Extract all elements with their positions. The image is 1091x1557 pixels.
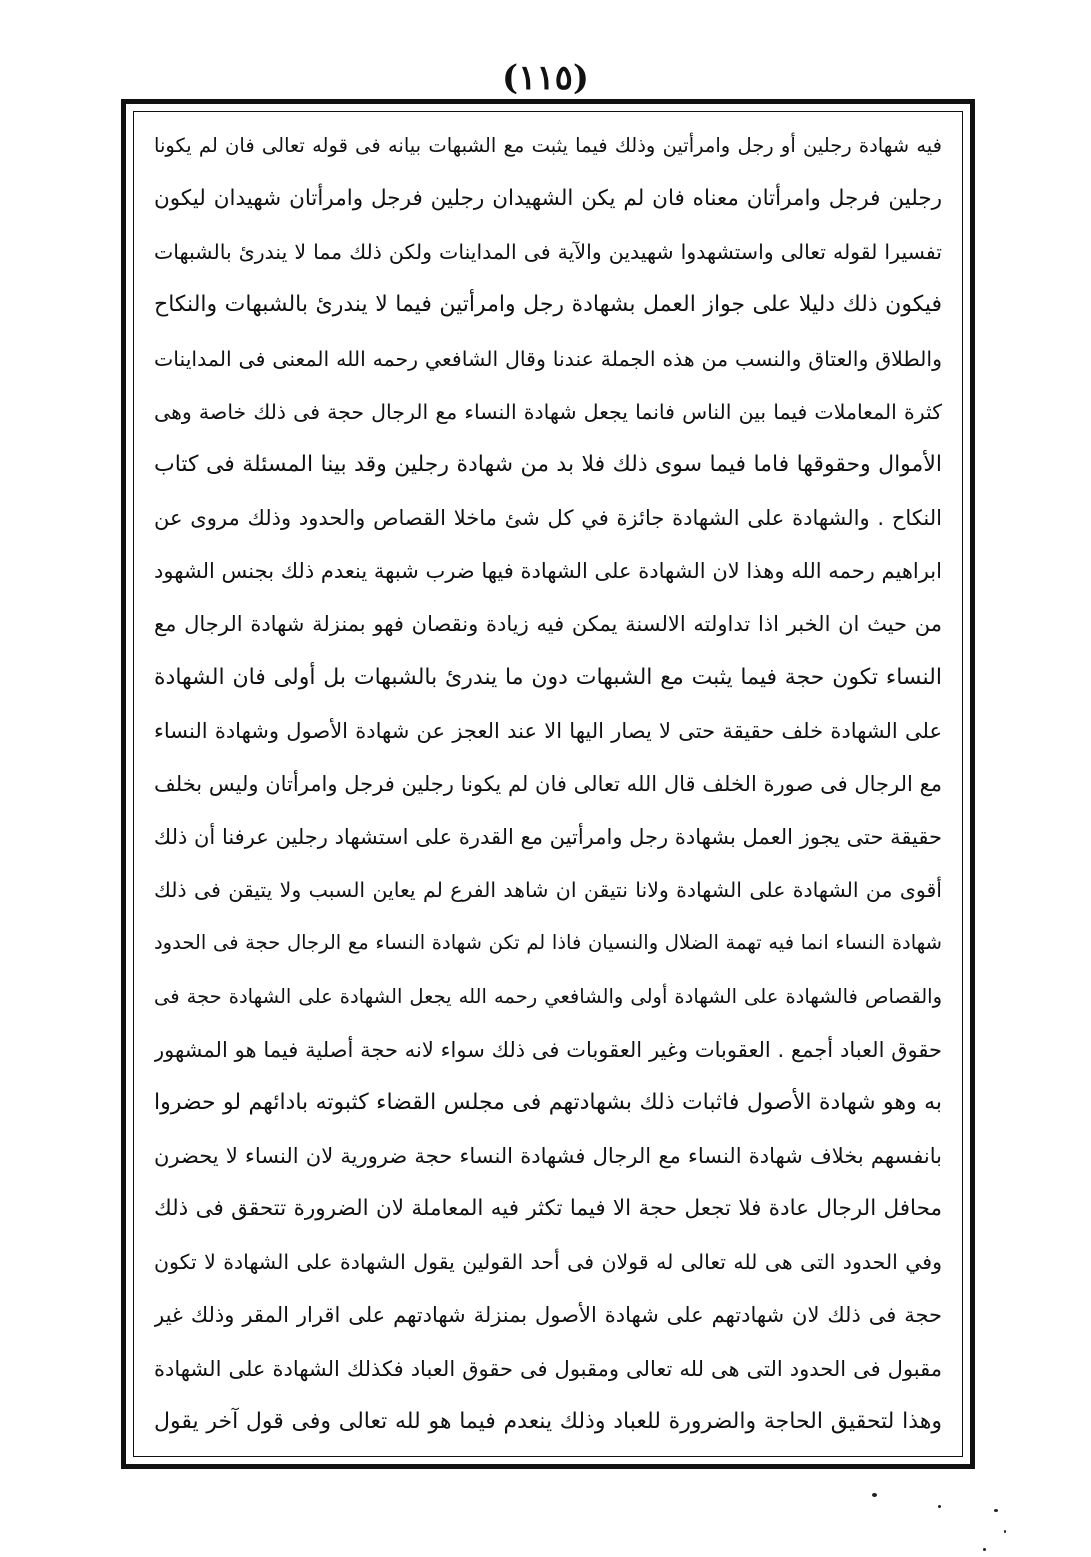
text-line: حجة فى ذلك لان شهادتهم على شهادة الأصول بمنزلة شهادتهم على اقرار المقر وذلك غير	[154, 1303, 942, 1328]
text-line: النساء تكون حجة فيما يثبت مع الشبهات دون ما يندرئ بالشبهات بل أولى فان الشهادة	[154, 664, 942, 690]
text-line: شهادة النساء انما فيه تهمة الضلال والنسيان فاذا لم تكن شهادة النساء مع الرجال حجة فى الحدود	[154, 931, 942, 955]
scan-speck	[1004, 1530, 1006, 1533]
page-number: (١١٥)	[502, 58, 589, 98]
text-line: والقصاص فالشهادة على الشهادة أولى والشافعي رحمه الله يجعل الشهادة على الشهادة حجة فى	[154, 984, 942, 1008]
text-line: النكاح . والشهادة على الشهادة جائزة في كل شئ ماخلا القصاص والحدود وذلك مروى عن	[154, 506, 942, 531]
text-line: كثرة المعاملات فيما بين الناس فانما يجعل شهادة النساء مع الرجال حجة فى ذلك خاصة وهى	[154, 399, 942, 424]
text-line: على الشهادة خلف حقيقة حتى لا يصار اليها الا عند العجز عن شهادة الأصول وشهادة النساء	[154, 718, 942, 743]
scan-speck	[994, 1509, 998, 1512]
text-line: مقبول فى الحدود التى هى لله تعالى ومقبول فى حقوق العباد فكذلك الشهادة على الشهادة	[154, 1356, 942, 1381]
text-line: به وهو شهادة الأصول فاثبات ذلك بشهادتهم فى مجلس القضاء كثبوته بادائهم لو حضروا	[154, 1089, 942, 1115]
text-line: مع الرجال فى صورة الخلف قال الله تعالى فان لم يكونا رجلين فرجل وامرأتان وليس بخلف	[154, 771, 942, 796]
text-line: رجلين فرجل وامرأتان معناه فان لم يكن الشهيدان رجلين فرجل وامرأتان شهيدان ليكون	[154, 186, 942, 212]
text-line: الأموال وحقوقها فاما فيما سوى ذلك فلا بد من شهادة رجلين وقد بينا المسئلة فى كتاب	[154, 451, 942, 477]
scan-speck	[938, 1505, 941, 1508]
text-line: ابراهيم رحمه الله وهذا لان الشهادة على الشهادة فيها ضرب شبهة ينعدم ذلك بجنس الشهود	[154, 559, 942, 584]
text-line: والطلاق والعتاق والنسب من هذه الجملة عندنا وقال الشافعي رحمه الله المعنى فى المداينات	[154, 346, 942, 371]
text-line: حقوق العباد أجمع . العقوبات وغير العقوبات فى ذلك سواء لانه حجة أصلية فيما هو المشهور	[154, 1037, 942, 1062]
text-frame-inner-rule	[133, 111, 963, 1457]
scan-speck	[872, 1493, 877, 1497]
text-line: تفسيرا لقوله تعالى واستشهدوا شهيدين والآية فى المداينات ولكن ذلك مما لا يندرئ بالشبهات	[154, 240, 942, 265]
text-line: من حيث ان الخبر اذا تداولته الالسنة يمكن فيه زيادة ونقصان فهو بمنزلة شهادة الرجال مع	[154, 612, 942, 637]
text-line: محافل الرجال عادة فلا تجعل حجة الا فيما تكثر فيه المعاملة لان الضرورة تتحقق فى ذلك	[154, 1196, 942, 1222]
body-text	[154, 124, 942, 1444]
text-line: وفي الحدود التى هى لله تعالى له قولان فى أحد القولين يقول الشهادة على الشهادة لا تكون	[154, 1250, 942, 1275]
scan-speck	[983, 1548, 986, 1551]
text-line: أقوى من الشهادة على الشهادة ولانا نتيقن ان شاهد الفرع لم يعاين السبب ولا يتيقن فى ذلك	[154, 878, 942, 903]
text-line: حقيقة حتى يجوز العمل بشهادة رجل وامرأتين مع القدرة على استشهاد رجلين عرفنا أن ذلك	[154, 825, 942, 850]
text-line: بانفسهم بخلاف شهادة النساء مع الرجال فشهادة النساء حجة ضرورية لان النساء لا يحضرن	[154, 1143, 942, 1168]
text-frame	[121, 99, 975, 1469]
text-line: فيكون ذلك دليلا على جواز العمل بشهادة رجل وامرأتين فيما لا يندرئ بالشبهات والنكاح	[154, 292, 942, 318]
text-line: وهذا لتحقيق الحاجة والضرورة للعباد وذلك ينعدم فيما هو لله تعالى وفى قول آخر يقول	[154, 1408, 942, 1434]
text-line: فيه شهادة رجلين أو رجل وامرأتين وذلك فيما يثبت مع الشبهات بيانه فى قوله تعالى فان لم يكونا	[154, 134, 942, 157]
